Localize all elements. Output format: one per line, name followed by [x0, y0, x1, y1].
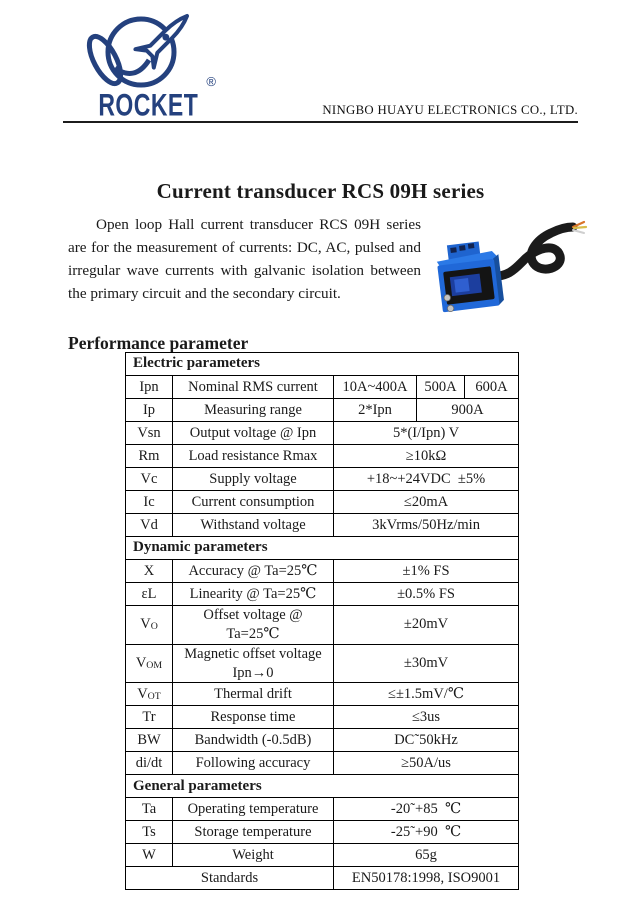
table-row	[126, 491, 519, 514]
param-value-cell: ±30mV	[334, 644, 519, 683]
param-symbol-cell: Vc	[126, 468, 173, 491]
param-description-cell: Accuracy @ Ta=25℃	[173, 560, 334, 583]
param-value-cell: 5*(I/Ipn) V	[334, 422, 519, 445]
company-name: NINGBO HUAYU ELECTRONICS CO., LTD.	[322, 103, 578, 117]
intro-paragraph: Open loop Hall current transducer RCS 09H series are for the measurement of currents: DC, AC, pulsed and irregular wave currents with galvanic isolation between the primary circuit and the secondary circuit.	[68, 216, 421, 302]
param-value-cell: 10A~400A	[334, 376, 417, 399]
table-row	[126, 729, 519, 752]
param-description-cell: Output voltage @ Ipn	[173, 422, 334, 445]
param-value-cell: ±0.5% FS	[334, 583, 519, 606]
param-description-cell: Current consumption	[173, 491, 334, 514]
param-symbol-cell: Ip	[126, 399, 173, 422]
param-label-cell: Standards	[126, 867, 334, 890]
param-symbol-cell: Tr	[126, 706, 173, 729]
param-value-cell: 65g	[334, 844, 519, 867]
param-description-cell: Bandwidth (-0.5dB)	[173, 729, 334, 752]
table-row	[126, 422, 519, 445]
param-value-cell: -20˜+85 ℃	[334, 798, 519, 821]
param-description-cell: Linearity @ Ta=25℃	[173, 583, 334, 606]
param-value-cell: ±20mV	[334, 606, 519, 645]
performance-heading: Performance parameter	[68, 332, 249, 353]
param-value-cell: 2*Ipn	[334, 399, 417, 422]
param-description-cell: Offset voltage @ Ta=25℃	[173, 606, 334, 645]
table-row	[126, 683, 519, 706]
param-description-cell: Magnetic offset voltage Ipn→0	[173, 644, 334, 683]
performance-table	[125, 352, 519, 890]
param-symbol-cell: Rm	[126, 445, 173, 468]
param-value-cell: ≥50A/us	[334, 752, 519, 775]
param-symbol-cell: Ta	[126, 798, 173, 821]
table-row	[126, 445, 519, 468]
param-symbol-cell: BW	[126, 729, 173, 752]
table-row	[126, 821, 519, 844]
table-row	[126, 798, 519, 821]
param-value-cell: -25˜+90 ℃	[334, 821, 519, 844]
param-symbol-cell: W	[126, 844, 173, 867]
param-description-cell: Weight	[173, 844, 334, 867]
table-section-label: Electric parameters	[126, 353, 519, 376]
param-description-cell: Supply voltage	[173, 468, 334, 491]
param-value-cell: DC˜50kHz	[334, 729, 519, 752]
param-description-cell: Withstand voltage	[173, 514, 334, 537]
param-value-cell: ±1% FS	[334, 560, 519, 583]
header-divider	[63, 121, 578, 123]
table-row	[126, 468, 519, 491]
table-section-label: General parameters	[126, 775, 519, 798]
param-symbol-cell: Vsn	[126, 422, 173, 445]
intro-block	[68, 213, 421, 305]
param-value-cell: 900A	[417, 399, 519, 422]
rocket-logo	[78, 10, 218, 123]
param-symbol-cell: εL	[126, 583, 173, 606]
table-row	[126, 644, 519, 683]
param-value-cell: 500A	[417, 376, 465, 399]
table-row	[126, 752, 519, 775]
param-symbol-cell: $V_{OM}$	[126, 644, 173, 683]
wire-yellow	[574, 227, 586, 228]
param-description-cell: Measuring range	[173, 399, 334, 422]
table-section-row	[126, 537, 519, 560]
param-symbol-cell: Ic	[126, 491, 173, 514]
table-row	[126, 376, 519, 399]
table-section-row	[126, 353, 519, 376]
table-section-label: Dynamic parameters	[126, 537, 519, 560]
param-description-cell: Nominal RMS current	[173, 376, 334, 399]
param-value-cell: ≤±1.5mV/℃	[334, 683, 519, 706]
param-value-cell: +18~+24VDC ±5%	[334, 468, 519, 491]
table-row	[126, 606, 519, 645]
param-value-cell: ≤20mA	[334, 491, 519, 514]
table-row	[126, 560, 519, 583]
product-photo	[424, 216, 590, 322]
param-value-cell: ≥10kΩ	[334, 445, 519, 468]
param-description-cell: Thermal drift	[173, 683, 334, 706]
param-value-cell: EN50178:1998, ISO9001	[334, 867, 519, 890]
logo-brand-text: ROCKET	[98, 88, 198, 123]
param-symbol-cell: $V_{OT}$	[126, 683, 173, 706]
table-row	[126, 706, 519, 729]
table-row	[126, 514, 519, 537]
param-symbol-cell: X	[126, 560, 173, 583]
param-symbol-cell: di/dt	[126, 752, 173, 775]
param-value-cell: 600A	[465, 376, 519, 399]
table-section-row	[126, 775, 519, 798]
wire-white	[573, 230, 584, 233]
param-description-cell: Response time	[173, 706, 334, 729]
param-symbol-cell: Vd	[126, 514, 173, 537]
param-symbol-cell: Ipn	[126, 376, 173, 399]
cable-graphic	[490, 227, 573, 276]
table-row	[126, 867, 519, 890]
param-symbol-cell: Ts	[126, 821, 173, 844]
param-value-cell: ≤3us	[334, 706, 519, 729]
param-symbol-cell: $V_O$	[126, 606, 173, 645]
param-description-cell: Load resistance Rmax	[173, 445, 334, 468]
document-title: Current transducer RCS 09H series	[156, 179, 485, 204]
param-description-cell: Storage temperature	[173, 821, 334, 844]
param-value-cell: 3kVrms/50Hz/min	[334, 514, 519, 537]
table-row	[126, 844, 519, 867]
table-row	[126, 583, 519, 606]
param-description-cell: Following accuracy	[173, 752, 334, 775]
registered-trademark-icon: ®	[206, 74, 216, 89]
transducer-product-image	[424, 216, 590, 322]
rocket-logo-icon	[83, 10, 213, 92]
table-row	[126, 399, 519, 422]
param-description-cell: Operating temperature	[173, 798, 334, 821]
transducer-body	[435, 239, 505, 312]
